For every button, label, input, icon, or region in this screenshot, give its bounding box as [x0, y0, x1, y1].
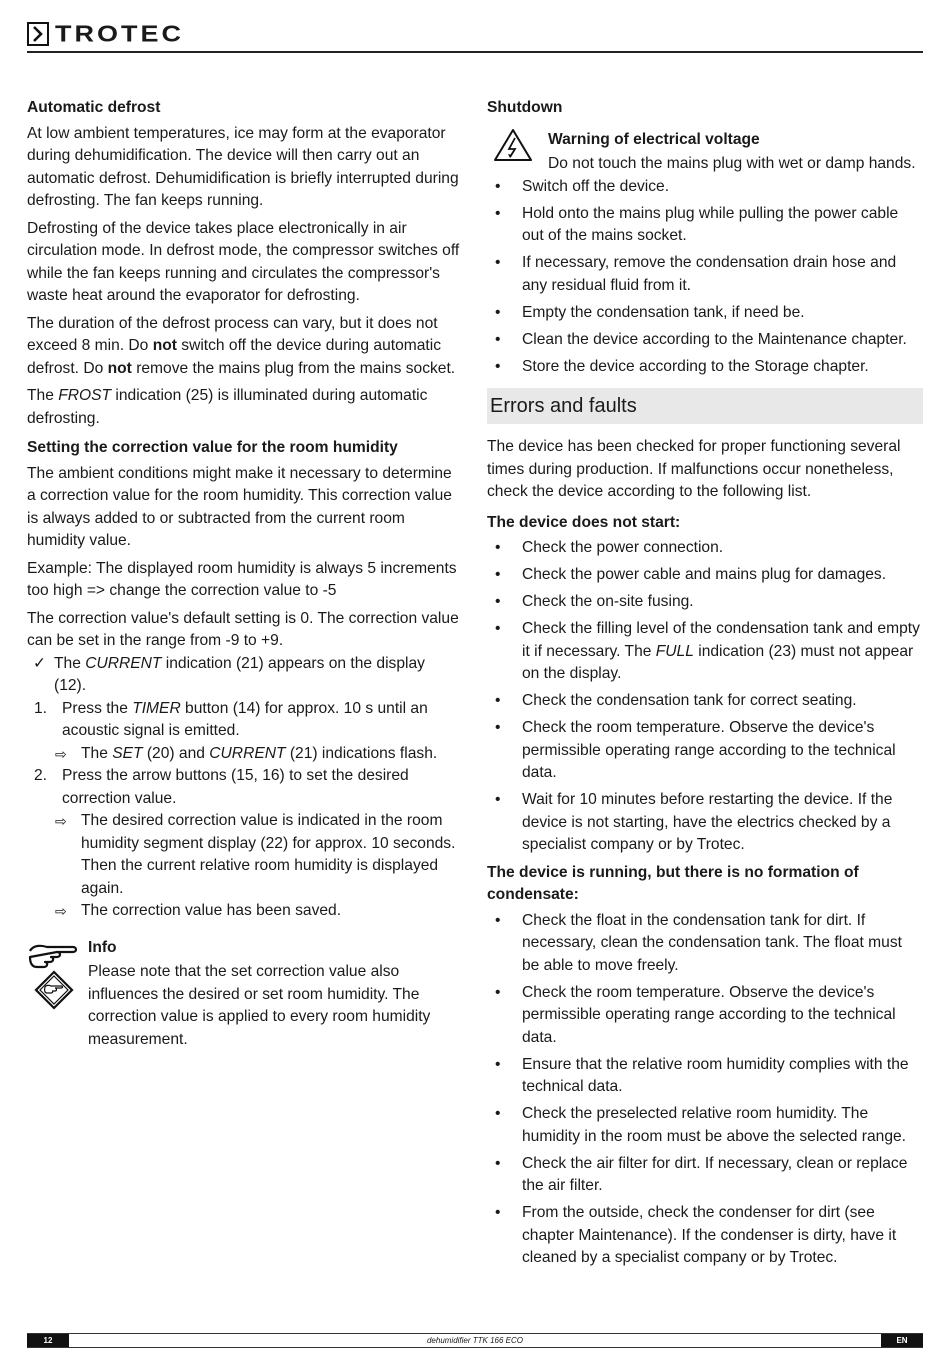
errors-intro: The device has been checked for proper functioning several times during production. If malfunctions occur nonetheless, check the device according to the following list. — [487, 438, 901, 500]
result-1: ⇨ The SET (20) and CURRENT (21) indications flash. — [27, 743, 461, 766]
automatic-defrost-heading: Automatic defrost — [27, 99, 161, 116]
warning-text: Do not touch the mains plug with wet or damp hands. — [548, 155, 916, 172]
shutdown-list — [487, 176, 923, 379]
list-item: • Store the device according to the Storage chapter. — [487, 356, 923, 379]
pointing-hand-icon — [27, 939, 81, 1019]
page-header — [27, 18, 923, 54]
info-box — [27, 937, 461, 1052]
no-start-heading: The device does not start: — [487, 513, 681, 531]
info-text: Please note that the set correction value also influences the desired or set room humidity. The correction value is applied to every room humidity measurement. — [88, 963, 431, 1048]
no-condensate-list — [487, 910, 923, 1270]
step-2: 2. Press the arrow buttons (15, 16) to set the desired correction value. — [34, 767, 409, 807]
list-item: • Check the condensation tank for correct seating. — [487, 690, 923, 713]
list-item: • Check the air filter for dirt. If necessary, clean or replace the air filter. — [487, 1153, 923, 1198]
errors-faults-heading: Errors and faults — [487, 388, 923, 424]
list-item: • Switch off the device. — [487, 176, 923, 199]
list-item: • Check the float in the condensation tank for dirt. If necessary, clean the condensation tank. The float must be able to move freely. — [487, 910, 923, 978]
left-column — [27, 97, 461, 1056]
list-item: • Check the power connection. — [487, 537, 923, 560]
correction-paragraph-2: Example: The displayed room humidity is always 5 increments too high => change the correction value to -5 — [27, 559, 457, 599]
no-start-list — [487, 537, 923, 857]
language-badge: EN — [881, 1334, 923, 1347]
list-item: • Check the filling level of the condensation tank and empty it if necessary. The FULL indication (23) must not appear on the display. — [487, 618, 923, 686]
list-item: • Check the room temperature. Observe the device's permissible operating range according to the technical data. — [487, 717, 923, 785]
no-condensate-heading: The device is running, but there is no formation of condensate: — [487, 863, 859, 903]
right-column — [487, 97, 923, 1274]
correction-paragraph-1: The ambient conditions might make it necessary to determine a correction value for the room humidity. This correction value is always added to or subtracted from the current room humidity value. — [27, 464, 452, 549]
page-footer — [27, 1333, 923, 1348]
step-1: 1. Press the TIMER button (14) for approx. 10 s until an acoustic signal is emitted. — [34, 699, 428, 739]
chevron-right-icon — [27, 22, 49, 46]
brand-name: TROTEC — [55, 21, 184, 47]
shutdown-heading: Shutdown — [487, 99, 563, 116]
correction-paragraph-3: The correction value's default setting is 0. The correction value can be set in the range from -9 to +9. — [27, 609, 459, 649]
list-item: • If necessary, remove the condensation drain hose and any residual fluid from it. — [487, 252, 923, 297]
defrost-paragraph-1: At low ambient temperatures, ice may form at the evaporator during dehumidification. The device will then carry out an automatic defrost. Dehumidification is briefly interrupted during defrosting. The fan keeps running. — [27, 124, 459, 209]
defrost-paragraph-4: The FROST indication (25) is illuminated during automatic defrosting. — [27, 387, 428, 427]
list-item: • Hold onto the mains plug while pulling the power cable out of the mains socket. — [487, 203, 923, 248]
list-item: • Ensure that the relative room humidity complies with the technical data. — [487, 1054, 923, 1099]
defrost-paragraph-2: Defrosting of the device takes place electronically in air circulation mode. In defrost mode, the compressor switches off while the fan keeps running and circulates the compressor's waste heat around the evaporator for defrosting. — [27, 219, 460, 304]
correction-value-heading: Setting the correction value for the room humidity — [27, 439, 398, 456]
result-3: ⇨ The correction value has been saved. — [27, 900, 461, 923]
warning-title: Warning of electrical voltage — [548, 130, 760, 148]
header-divider — [27, 51, 923, 53]
trotec-logo — [27, 20, 184, 48]
defrost-paragraph-3: The duration of the defrost process can vary, but it does not exceed 8 min. Do not switch off the device during automatic defrost. Do not remove the mains plug from the mains socket. — [27, 314, 456, 377]
list-item: • Wait for 10 minutes before restarting the device. If the device is not starting, have the electrics checked by a specialist company or by Trotec. — [487, 789, 923, 857]
precondition-check: ✓ The CURRENT indication (21) appears on the display (12). — [27, 653, 461, 698]
list-item: • Check the power cable and mains plug for damages. — [487, 564, 923, 587]
list-item: • Check the preselected relative room humidity. The humidity in the room must be above the selected range. — [487, 1103, 923, 1148]
list-item: • Check the on-site fusing. — [487, 591, 923, 614]
electrical-warning — [487, 129, 923, 176]
list-item: • Check the room temperature. Observe the device's permissible operating range according to the technical data. — [487, 982, 923, 1050]
list-item: • From the outside, check the condenser for dirt (see chapter Maintenance). If the condenser is dirty, have it cleaned by a specialist company or by Trotec. — [487, 1202, 923, 1270]
electrical-warning-icon — [493, 127, 533, 163]
list-item: • Clean the device according to the Maintenance chapter. — [487, 329, 923, 352]
list-item: • Empty the condensation tank, if need be. — [487, 302, 923, 325]
document-title: dehumidifier TTK 166 ECO — [426, 1336, 524, 1345]
page-number: 12 — [27, 1334, 69, 1347]
info-title: Info — [88, 938, 117, 956]
result-2: ⇨ The desired correction value is indicated in the room humidity segment display (22) for approx. 10 seconds. Then the current relative room humidity is displayed again. — [27, 810, 461, 900]
